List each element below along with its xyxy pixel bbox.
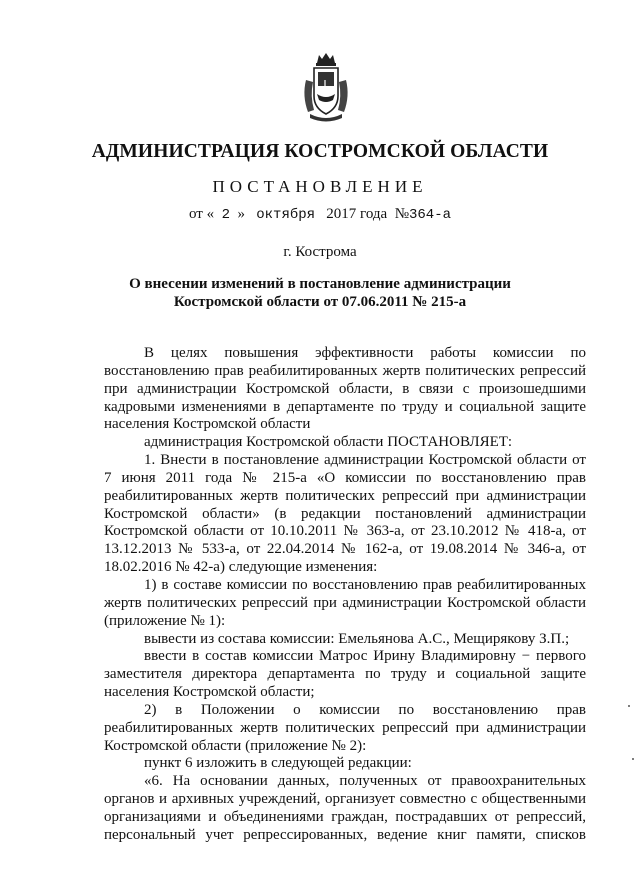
body-line: ввести в состав комиссии Матрос Ирину Владимировну − первого — [144, 648, 586, 665]
body-line: кадровыми изменениями в департаменте по труду и социальной защите — [104, 398, 586, 415]
body-line: восстановлению прав реабилитированных жертв политических репрессий — [104, 362, 586, 379]
body-line: населения Костромской области — [104, 416, 311, 433]
body-line: 13.12.2013 № 533-а, от 22.04.2014 № 162-а, от 19.08.2014 № 346-а, от — [104, 541, 586, 558]
number-sign: № — [394, 206, 409, 222]
date-month: октября — [256, 207, 316, 223]
body-line: 18.02.2016 № 42-а) следующие изменения: — [104, 559, 378, 576]
date-year: 2017 года — [326, 206, 388, 222]
body-line: реабилитированных жертв политических репрессий при администрации — [104, 487, 586, 504]
document-body — [104, 345, 586, 845]
body-line: жертв политических репрессий при администрации Костромской области — [104, 594, 586, 611]
body-line: при администрации Костромской области, в связи с произошедшими — [104, 380, 586, 397]
document-type: ПОСТАНОВЛЕНИЕ — [212, 177, 428, 196]
body-line: органов и архивных учреждений, организует совместно с общественными — [104, 791, 586, 808]
body-line: 7 июня 2011 года № 215-а «О комиссии по восстановлению прав — [104, 469, 586, 486]
date-number-line — [0, 206, 640, 223]
body-line: 2) в Положении о комиссии по восстановлению прав — [144, 701, 586, 718]
body-line: Костромской области (приложение № 2): — [104, 737, 367, 754]
scan-speck — [628, 705, 630, 707]
body-line: Костромской области» (в редакции постановлений администрации — [104, 505, 586, 522]
body-line: «6. На основании данных, полученных от правоохранительных — [144, 773, 586, 790]
date-prefix: от « — [188, 206, 215, 222]
date-day: 2 — [221, 207, 230, 223]
organization-name: АДМИНИСТРАЦИЯ КОСТРОМСКОЙ ОБЛАСТИ — [91, 141, 549, 162]
city: г. Кострома — [283, 244, 357, 260]
body-line: реабилитированных жертв политических репрессий при администрации — [104, 719, 586, 736]
scan-speck — [632, 758, 634, 760]
body-line: пункт 6 изложить в следующей редакции: — [144, 755, 412, 772]
subject-line-1: О внесении изменений в постановление администрации — [129, 276, 511, 292]
body-line: В целях повышения эффективности работы комиссии по — [144, 345, 586, 361]
subject-line-2: Костромской области от 07.06.2011 № 215-а — [173, 294, 467, 310]
body-line: организациями и объединениями граждан, пострадавших от репрессий, — [104, 808, 586, 825]
body-line: 1) в составе комиссии по восстановлению прав реабилитированных — [144, 576, 586, 593]
body-line: Костромской области от 10.10.2011 № 363-а, от 23.10.2012 № 418-а, от — [104, 523, 586, 540]
subject-title — [0, 275, 640, 311]
body-line: персональный учет репрессированных, ведение книг памяти, списков — [104, 826, 586, 843]
date-mid: » — [237, 206, 245, 222]
body-line: заместителя директора департамента по труду и социальной защите — [104, 666, 586, 683]
body-line: (приложение № 1): — [104, 612, 226, 629]
body-line: 1. Внести в постановление администрации Костромской области от — [144, 452, 586, 469]
body-line: вывести из состава комиссии: Емельянова А.С., Мещирякову З.П.; — [144, 630, 570, 647]
document-number: 364-а — [409, 207, 452, 223]
body-line: населения Костромской области; — [104, 684, 315, 701]
coat-of-arms-emblem — [298, 50, 354, 124]
body-line: администрация Костромской области ПОСТАНОВЛЯЕТ: — [144, 434, 513, 451]
